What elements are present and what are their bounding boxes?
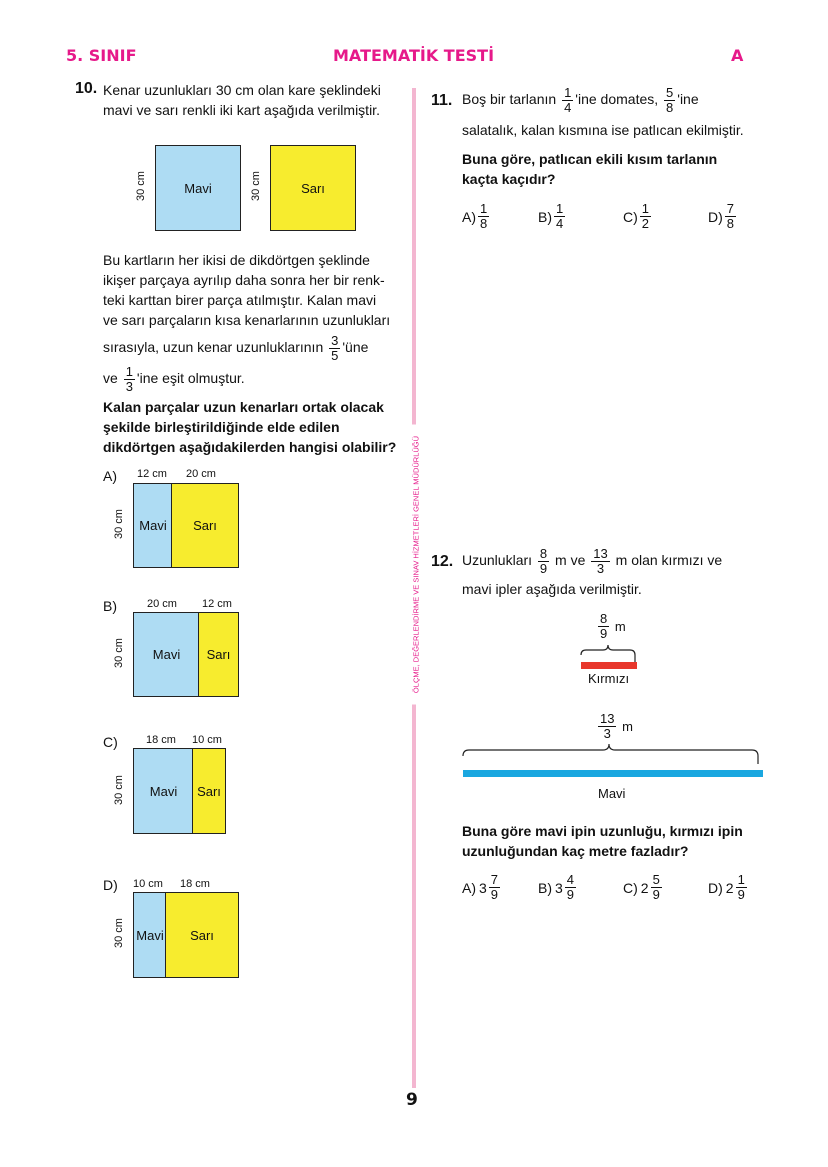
body-line: ve sarı parçaların kısa kenarlarının uzunlukları [103,312,391,328]
answer-letter: B) [538,879,552,896]
denominator: 3 [603,726,611,741]
q11-answer-c[interactable] [623,202,653,231]
body-line: teki karttan birer parça atılmıştır. Kalan mavi [103,292,377,308]
fraction [736,873,747,902]
mixed-number [641,873,664,902]
q10-number: 10. [75,80,98,97]
q10-intro-line: mavi ve sarı renkli iki kart aşağıda verilmiştir. [103,102,380,118]
width-label: 10 cm [192,734,222,746]
height-label: 30 cm [112,638,125,668]
whole: 3 [555,879,563,896]
numerator: 5 [666,85,674,100]
numerator: 1 [556,201,564,216]
numerator: 1 [641,201,650,216]
whole: 2 [640,879,649,896]
q11-answer-d[interactable] [708,202,738,231]
answer-letter: D) [708,879,723,896]
numerator: 13 [593,546,608,561]
option-b-letter[interactable]: B) [103,598,117,614]
option-c-yellow: Sarı [192,748,226,834]
question-line: Buna göre mavi ipin uzunluğu, kırmızı ipin [462,823,743,839]
denominator: 8 [666,100,674,115]
fraction [725,202,736,231]
question-line: dikdörtgen aşağıdakilerden hangisi olabilir? [103,439,397,455]
fraction [591,547,609,576]
option-d-yellow: Sarı [165,892,239,978]
q12-answer-c[interactable] [623,873,664,902]
page-number: 9 [406,1090,418,1110]
question-line: kaçta kaçıdır? [462,171,556,187]
option-a-letter[interactable]: A) [103,468,117,484]
height-label: 30 cm [112,509,125,539]
text: 'ine [677,91,699,108]
whole: 2 [725,879,734,896]
yellow-card: Sarı [270,145,356,231]
width-label: 12 cm [202,598,232,610]
numerator: 1 [125,364,133,379]
test-title: MATEMATİK TESTİ [333,46,495,65]
body-line: ikişer parçaya ayrılıp daha sonra her bir renk- [103,272,385,288]
fraction [538,547,549,576]
grade-label: 5. SINIF [66,46,137,65]
numerator: 3 [331,333,339,348]
option-b-yellow: Sarı [198,612,239,697]
numerator: 5 [652,872,660,887]
numerator: 1 [564,85,572,100]
q12-answer-a[interactable] [462,873,502,902]
fraction [554,202,565,231]
question-line: Kalan parçalar uzun kenarları ortak olacak [103,399,384,415]
mixed-number [726,873,749,902]
option-c-blue: Mavi [133,748,194,834]
denominator: 9 [737,887,745,902]
q11-text [462,86,699,115]
side-text: ÖLÇME, DEĞERLENDİRME VE SINAV HİZMETLERİ GENEL MÜDÜRLÜĞÜ [412,425,421,705]
blue-brace [463,744,758,764]
blue-card-side: 30 cm [134,171,147,201]
q10-intro-line: Kenar uzunlukları 30 cm olan kare şeklindeki [103,82,381,98]
blue-rope [463,770,763,777]
answer-letter: A) [462,879,476,896]
fraction [640,202,651,231]
denominator: 4 [556,216,564,231]
numerator: 1 [480,201,488,216]
answer-letter: C) [623,879,638,896]
text: ve [103,370,118,387]
q12-answer-b[interactable] [538,873,578,902]
denominator: 8 [480,216,488,231]
booklet-letter: A [731,46,744,65]
q12-question [462,821,743,861]
denominator: 3 [125,379,133,394]
question-line: şekilde birleştirildiğinde elde edilen [103,419,340,435]
option-c-letter[interactable]: C) [103,734,118,750]
whole: 3 [479,879,487,896]
width-label: 18 cm [146,734,176,746]
body-line [103,365,413,394]
height-label: 30 cm [112,775,125,805]
denominator: 9 [539,561,548,576]
yellow-card-side: 30 cm [249,171,262,201]
text: m olan kırmızı ve [615,552,723,569]
q12-line2: mavi ipler aşağıda verilmiştir. [462,581,642,597]
question-line: uzunluğundan kaç metre fazladır? [462,843,689,859]
numerator: 8 [539,546,548,561]
fraction [598,712,616,741]
text: 'ine eşit olmuştur. [136,370,245,387]
q12-number: 12. [431,553,454,570]
denominator: 9 [652,887,660,902]
option-a-yellow: Sarı [171,483,239,568]
q10-question [103,397,396,457]
q12-text [462,547,722,576]
unit: m [622,719,633,734]
option-a-blue: Mavi [133,483,173,568]
numerator: 1 [737,872,745,887]
numerator: 7 [726,201,735,216]
unit: m [614,619,626,634]
q12-answer-d[interactable] [708,873,749,902]
blue-rope-label: Mavi [598,786,626,801]
fraction [489,873,500,902]
text: Uzunlukları [462,552,533,569]
denominator: 5 [331,348,339,363]
denominator: 9 [600,626,608,641]
q10-body [103,250,413,394]
width-label: 10 cm [133,878,163,890]
rope-diagram [460,640,770,780]
fraction [664,86,675,115]
body-line [103,334,413,363]
text: 'üne [342,339,369,356]
q11-answer-b[interactable] [538,202,567,231]
mixed-number [555,873,578,902]
q11-question [462,149,717,189]
denominator: 9 [566,887,575,902]
fraction [598,612,609,641]
denominator: 9 [490,887,499,902]
denominator: 3 [596,561,605,576]
fraction [562,86,573,115]
fraction [124,365,135,394]
width-label: 20 cm [186,468,216,480]
option-d-blue: Mavi [133,892,167,978]
denominator: 8 [726,216,735,231]
height-label: 30 cm [112,918,125,948]
red-rope [581,662,637,669]
red-length-label [596,612,626,641]
option-d-letter[interactable]: D) [103,877,118,893]
mixed-number [479,873,502,902]
denominator: 2 [641,216,650,231]
red-rope-label: Kırmızı [588,671,630,686]
width-label: 18 cm [180,878,210,890]
question-line: Buna göre, patlıcan ekili kısım tarlanın [462,151,718,167]
text: m ve [555,552,586,569]
q11-number: 11. [431,92,453,109]
answer-letter: D) [708,208,723,225]
fraction [478,202,489,231]
option-b-blue: Mavi [133,612,200,697]
width-label: 20 cm [147,598,177,610]
q11-line2: salatalık, kalan kısmına ise patlıcan ekilmiştir. [462,122,744,138]
body-line: Bu kartların her ikisi de dikdörtgen şeklinde [103,252,370,268]
answer-letter: B) [538,208,552,225]
q10-intro [103,80,381,120]
numerator: 4 [566,872,575,887]
blue-card: Mavi [155,145,241,231]
fraction [565,873,576,902]
text: sırasıyla, uzun kenar uzunluklarının [103,339,324,356]
text: Boş bir tarlanın [462,91,557,108]
numerator: 7 [490,872,499,887]
numerator: 13 [600,711,615,726]
q11-answer-a[interactable] [462,202,491,231]
answer-letter: A) [462,208,476,225]
fraction [651,873,662,902]
answer-letter: C) [623,208,638,225]
fraction [329,334,340,363]
width-label: 12 cm [137,468,167,480]
blue-length-label [596,712,633,741]
denominator: 4 [564,100,572,115]
numerator: 8 [600,611,608,626]
text: 'ine domates, [575,91,659,108]
